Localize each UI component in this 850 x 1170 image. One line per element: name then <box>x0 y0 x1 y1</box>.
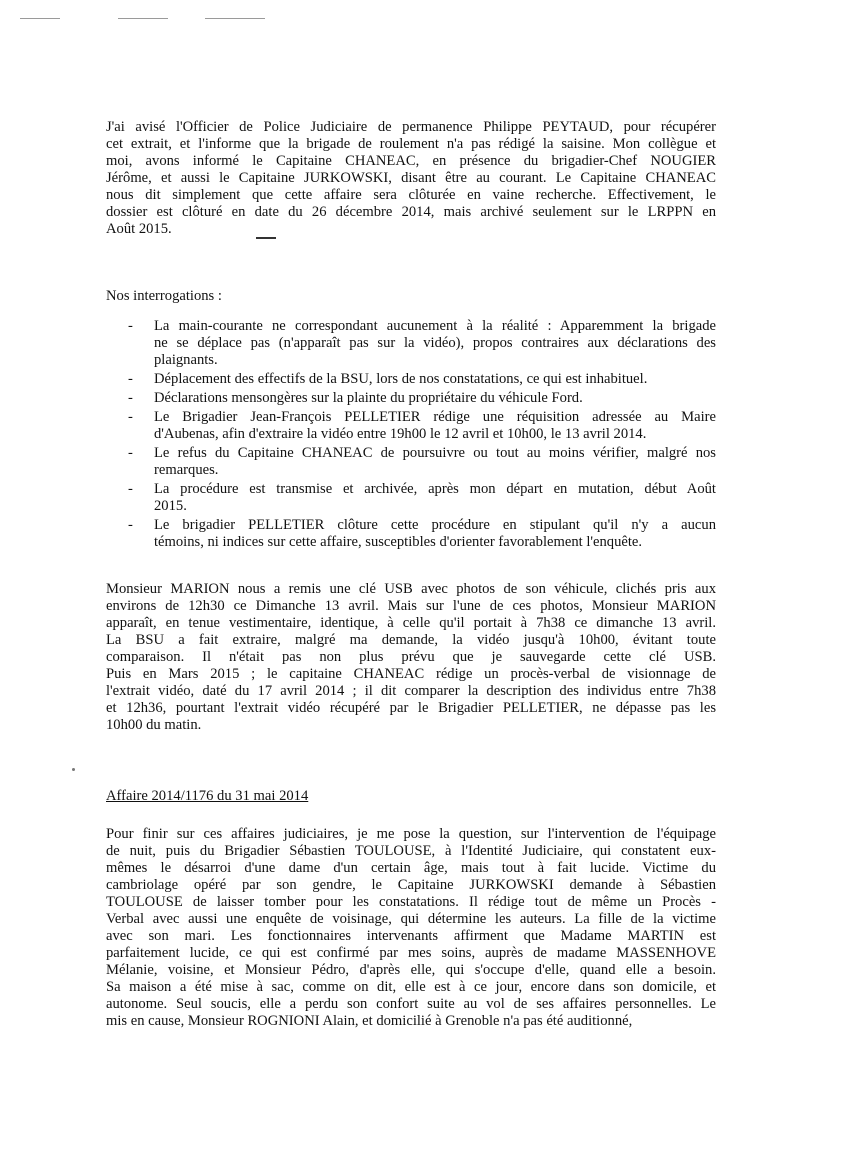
paragraph-officer-notice <box>106 119 716 238</box>
text-line: nous dit simplement que cette affaire sera clôturée en vaine recherche. Effectivement, le <box>106 187 716 203</box>
text-line: apparaît, en tenue vestimentaire, identique, à celle qu'il portait à 7h38 ce dimanche 13 avril. <box>106 615 716 631</box>
text-line: dossier est clôturé en date du 26 décembre 2014, mais archivé seulement sur le LRPPN en <box>106 204 716 220</box>
text-line: J'ai avisé l'Officier de Police Judiciaire de permanence Philippe PEYTAUD, pour récupérer <box>106 119 716 135</box>
list-item <box>128 445 716 479</box>
text-line: l'extrait vidéo, daté du 17 avril 2014 ; il dit comparer la description des individus entre 7h38 <box>106 683 716 699</box>
list-item-line: d'Aubenas, afin d'extraire la vidéo entre 19h00 le 12 avril et 10h00, le 13 avril 2014. <box>154 426 647 442</box>
list-item-line: Le refus du Capitaine CHANEAC de poursuivre ou tout au moins vérifier, malgré nos <box>154 445 716 461</box>
paragraph-usb-key <box>106 581 716 734</box>
scan-speck <box>72 768 75 771</box>
text-line: TOULOUSE de laisser tomber pour les constatations. Il rédige tout de même un Procès - <box>106 894 716 910</box>
list-item <box>128 371 716 388</box>
text-line: Sa maison a été mise à sac, comme on dit, elle est à ce jour, encore dans son domicile, et <box>106 979 716 995</box>
bullet-dash: - <box>128 445 133 461</box>
text-line: Pour finir sur ces affaires judiciaires, je me pose la question, sur l'intervention de l'équipage <box>106 826 716 842</box>
text-line: Jérôme, et aussi le Capitaine JURKOWSKI, disant être au courant. Le Capitaine CHANEAC <box>106 170 716 186</box>
text-line: Puis en Mars 2015 ; le capitaine CHANEAC rédige un procès-verbal de visionnage de <box>106 666 716 682</box>
text-line: moi, avons informé le Capitaine CHANEAC, en présence du brigadier-Chef NOUGIER <box>106 153 716 169</box>
text-line: autonome. Seul soucis, elle a perdu son confort suite au vol de ses affaires personnelles. Le <box>106 996 716 1012</box>
list-item-line: Le Brigadier Jean-François PELLETIER rédige une réquisition adressée au Maire <box>154 409 716 425</box>
bullet-dash: - <box>128 318 133 334</box>
text-line: Verbal avec aussi une enquête de voisinage, qui détermine les auteurs. La fille de la victime <box>106 911 716 927</box>
text-line: 10h00 du matin. <box>106 717 202 733</box>
text-line: Monsieur MARION nous a remis une clé USB avec photos de son véhicule, clichés pris aux <box>106 581 716 597</box>
text-line: Août 2015. <box>106 221 172 237</box>
text-line: cet extrait, et l'informe que la brigade de roulement n'a pas rédigé la saisine. Mon collègue et <box>106 136 716 152</box>
affaire-heading: Affaire 2014/1176 du 31 mai 2014 <box>106 788 309 804</box>
text-line: comparaison. Il n'était pas non plus prévu que je sauvegarde cette clé USB. <box>106 649 716 665</box>
text-line: mis en cause, Monsieur ROGNIONI Alain, et domicilié à Grenoble n'a pas été auditionné, <box>106 1013 633 1029</box>
text-line: de nuit, puis du Brigadier Sébastien TOULOUSE, à l'Identité Judiciaire, qui constatent eux- <box>106 843 716 859</box>
text-line: La BSU a fait extraire, malgré ma demande, la vidéo jusqu'à 10h00, évitant toute <box>106 632 716 648</box>
scan-mark <box>205 18 265 19</box>
text-line: et 12h36, pourtant l'extrait vidéo récupéré par le Brigadier PELLETIER, ne dépasse pas les <box>106 700 716 716</box>
text-line: Mélanie, voisine, et Monsieur Pédro, d'après elle, qui s'occupe d'elle, quand elle a besoin. <box>106 962 716 978</box>
list-item-line: plaignants. <box>154 352 218 368</box>
list-item <box>128 481 716 515</box>
bullet-dash: - <box>128 409 133 425</box>
list-item-line: témoins, ni indices sur cette affaire, susceptibles d'orienter favorablement l'enquête. <box>154 534 643 550</box>
list-item-line: remarques. <box>154 462 219 478</box>
list-item-line: La procédure est transmise et archivée, après mon départ en mutation, début Août <box>154 481 716 497</box>
list-item <box>128 390 716 407</box>
scan-mark <box>118 18 168 19</box>
text-line: mêmes le désarroi d'une dame d'un certain âge, mais tout à fait lucide. Victime du <box>106 860 716 876</box>
list-item-line: Déclarations mensongères sur la plainte du propriétaire du véhicule Ford. <box>154 390 583 406</box>
bullet-dash: - <box>128 371 133 387</box>
scan-mark <box>20 18 60 19</box>
bullet-dash: - <box>128 481 133 497</box>
list-item-line: Le brigadier PELLETIER clôture cette procédure en stipulant qu'il n'y a aucun <box>154 517 716 533</box>
list-item-line: La main-courante ne correspondant aucunement à la réalité : Apparemment la brigade <box>154 318 716 334</box>
list-item <box>128 517 716 551</box>
bullet-dash: - <box>128 390 133 406</box>
text-line: parfaitement lucide, ce qui est confirmé par mes soins, auprès de madame MASSENHOVE <box>106 945 716 961</box>
bullet-dash: - <box>128 517 133 533</box>
list-item <box>128 318 716 369</box>
text-line: cambriolage opéré par son gendre, le Capitaine JURKOWSKI demande à Sébastien <box>106 877 716 893</box>
handwritten-dash <box>256 237 276 239</box>
text-line: environs de 12h30 ce Dimanche 13 avril. Mais sur l'une de ces photos, Monsieur MARION <box>106 598 716 614</box>
interrogations-list <box>128 318 716 553</box>
text-line: avec son mari. Les fonctionnaires intervenants affirment que Madame MARTIN est <box>106 928 716 944</box>
list-item-line: 2015. <box>154 498 187 514</box>
interrogations-heading: Nos interrogations : <box>106 288 222 304</box>
list-item-line: Déplacement des effectifs de la BSU, lors de nos constatations, ce qui est inhabituel. <box>154 371 648 387</box>
paragraph-affaire-details <box>106 826 716 1030</box>
list-item <box>128 409 716 443</box>
list-item-line: ne se déplace pas (n'apparaît pas sur la vidéo), propos contraires aux déclarations des <box>154 335 716 351</box>
